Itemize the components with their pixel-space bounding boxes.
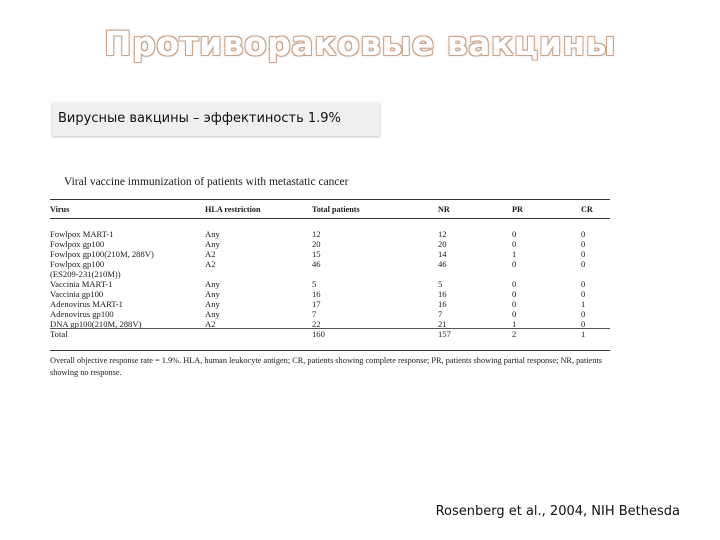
header-total: Total patients — [312, 205, 360, 214]
cell-cr: 0 — [581, 309, 586, 319]
cell-pr: 2 — [512, 329, 517, 339]
cell-virus: (ES209-231(210M)) — [50, 269, 121, 279]
cell-cr: 1 — [581, 329, 586, 339]
cell-nr: 157 — [438, 329, 451, 339]
cell-total: 46 — [312, 259, 321, 269]
cell-hla: Any — [205, 299, 220, 309]
cell-virus: Fowlpox gp100 — [50, 239, 105, 249]
cell-total: 20 — [312, 239, 321, 249]
cell-nr: 46 — [438, 259, 447, 269]
subtitle-text: Вирусные вакцины – эффектиность 1.9% — [58, 111, 341, 126]
cell-total: 17 — [312, 299, 321, 309]
cell-nr: 16 — [438, 289, 447, 299]
header-hla: HLA restriction — [205, 205, 261, 214]
cell-nr: 16 — [438, 299, 447, 309]
results-table — [50, 172, 612, 382]
cell-virus: Total — [50, 329, 68, 339]
cell-cr: 0 — [581, 239, 586, 249]
cell-total: 5 — [312, 279, 317, 289]
cell-pr: 1 — [512, 249, 517, 259]
header-pr: PR — [512, 205, 523, 214]
cell-cr: 0 — [581, 319, 586, 329]
cell-hla: Any — [205, 289, 220, 299]
header-virus: Virus — [50, 205, 70, 214]
cell-pr: 0 — [512, 279, 517, 289]
table-top-rule — [50, 199, 610, 200]
cell-cr: 0 — [581, 249, 586, 259]
cell-virus: Fowlpox gp100(210M, 288V) — [50, 249, 154, 259]
cell-cr: 0 — [581, 289, 586, 299]
cell-virus: DNA gp100(210M, 288V) — [50, 319, 142, 329]
cell-cr: 1 — [581, 299, 586, 309]
table-header-rule — [50, 218, 610, 219]
cell-hla: Any — [205, 229, 220, 239]
cell-pr: 0 — [512, 289, 517, 299]
cell-total: 22 — [312, 319, 321, 329]
cell-cr: 0 — [581, 229, 586, 239]
cell-hla: Any — [205, 279, 220, 289]
slide-title: Противораковые вакцины — [103, 24, 617, 63]
subtitle-box — [52, 102, 380, 136]
cell-total: 7 — [312, 309, 317, 319]
cell-pr: 1 — [512, 319, 517, 329]
cell-pr: 0 — [512, 299, 517, 309]
cell-total: 15 — [312, 249, 321, 259]
cell-total: 16 — [312, 289, 321, 299]
cell-nr: 12 — [438, 229, 447, 239]
table-footnote: Overall objective response rate = 1.9%. HLA, human leukocyte antigen; CR, patients showing complete response; PR, patients showing partial response; NR, patients showing no response. — [50, 356, 602, 377]
cell-virus: Vaccinia MART-1 — [50, 279, 113, 289]
cell-total: 160 — [312, 329, 325, 339]
header-nr: NR — [438, 205, 450, 214]
cell-hla: A2 — [205, 249, 216, 259]
cell-nr: 5 — [438, 279, 443, 289]
cell-pr: 0 — [512, 229, 517, 239]
cell-hla: Any — [205, 239, 220, 249]
cell-nr: 21 — [438, 319, 447, 329]
header-cr: CR — [581, 205, 593, 214]
cell-hla: A2 — [205, 319, 216, 329]
total-rule — [50, 328, 610, 329]
cell-virus: Vaccinia gp100 — [50, 289, 104, 299]
cell-hla: Any — [205, 309, 220, 319]
cell-virus: Fowlpox MART-1 — [50, 229, 114, 239]
cell-nr: 7 — [438, 309, 443, 319]
cell-virus: Adenovirus gp100 — [50, 309, 114, 319]
cell-nr: 20 — [438, 239, 447, 249]
reference-citation: Rosenberg et al., 2004, NIH Bethesda — [435, 504, 680, 519]
table-bottom-rule — [50, 350, 610, 351]
cell-hla: A2 — [205, 259, 216, 269]
table-caption: Viral vaccine immunization of patients with metastatic cancer — [64, 176, 349, 188]
cell-total: 12 — [312, 229, 321, 239]
cell-pr: 0 — [512, 309, 517, 319]
cell-virus: Fowlpox gp100 — [50, 259, 105, 269]
cell-virus: Adenovirus MART-1 — [50, 299, 123, 309]
cell-pr: 0 — [512, 239, 517, 249]
cell-cr: 0 — [581, 259, 586, 269]
cell-pr: 0 — [512, 259, 517, 269]
cell-cr: 0 — [581, 279, 586, 289]
cell-nr: 14 — [438, 249, 447, 259]
